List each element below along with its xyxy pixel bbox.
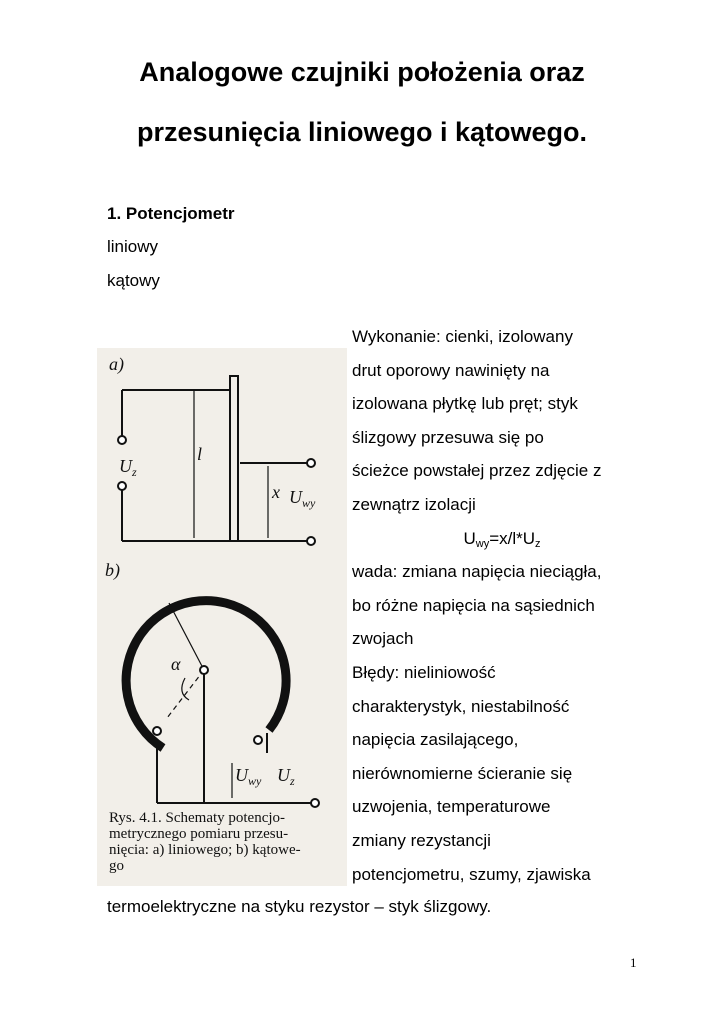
text-line: ścieżce powstałej przez zdjęcie z [352,461,602,481]
schematic-drawing [97,348,347,886]
formula: $U_{wy}=x/l*U_z$ [463,528,541,550]
text-line: uzwojenia, temperaturowe [352,797,551,817]
text-line: Błędy: nieliniowość [352,662,496,682]
page-number: 1 [630,955,637,970]
text-line: Wykonanie: cienki, izolowany [352,327,573,346]
text-line: izolowana płytkę lub pręt; styk [352,394,578,414]
caption-line: Rys. 4.1. Schematy potencjo- [109,810,286,826]
label-uz-b: $U_z$ [277,765,295,788]
text-line: nierównomierne ścieranie się [352,763,573,783]
label-uwy-b: $U_{wy}$ [235,765,262,788]
caption-line: metrycznego pomiaru przesu- [109,826,289,842]
text-line: charakterystyk, niestabilność [352,696,570,716]
potentiometer-figure [97,348,347,886]
description-column [352,320,652,891]
list-item-angular: kątowy [107,271,160,290]
title-line-2: przesunięcia liniowego i kątowego. [136,117,588,147]
label-uwy-a: $U_{wy}$ [289,487,316,510]
label-x: x [272,482,280,502]
label-a: a) [109,354,124,374]
text-line: bo różne napięcia na sąsiednich [352,595,595,615]
title-line-1: Analogowe czujniki położenia oraz [139,57,585,87]
label-uz-a: $U_z$ [119,456,137,479]
caption-line: nięcia: a) liniowego; b) kątowe- [109,842,301,858]
label-alpha: α [171,654,181,674]
label-b: b) [105,560,120,580]
text-line: zewnątrz izolacji [352,494,476,514]
text-line: wada: zmiana napięcia nieciągła, [352,562,602,582]
text-line: potencjometru, szumy, zjawiska [352,864,591,884]
section-heading: 1. Potencjometr [107,204,235,223]
resistor-bar [230,376,238,541]
text-line: zwojach [352,629,414,649]
text-line: ślizgowy przesuwa się po [352,427,544,447]
closing-line: termoelektryczne na styku rezystor – styk ślizgowy. [107,897,492,916]
caption-line: go [109,858,124,874]
text-line: zmiany rezystancji [352,830,491,850]
figure-caption [109,810,345,874]
list-item-linear: liniowy [107,237,159,256]
text-line: drut oporowy nawinięty na [352,360,550,380]
label-l: l [197,444,203,464]
text-line: napięcia zasilającego, [352,730,519,750]
page-title [60,42,664,162]
